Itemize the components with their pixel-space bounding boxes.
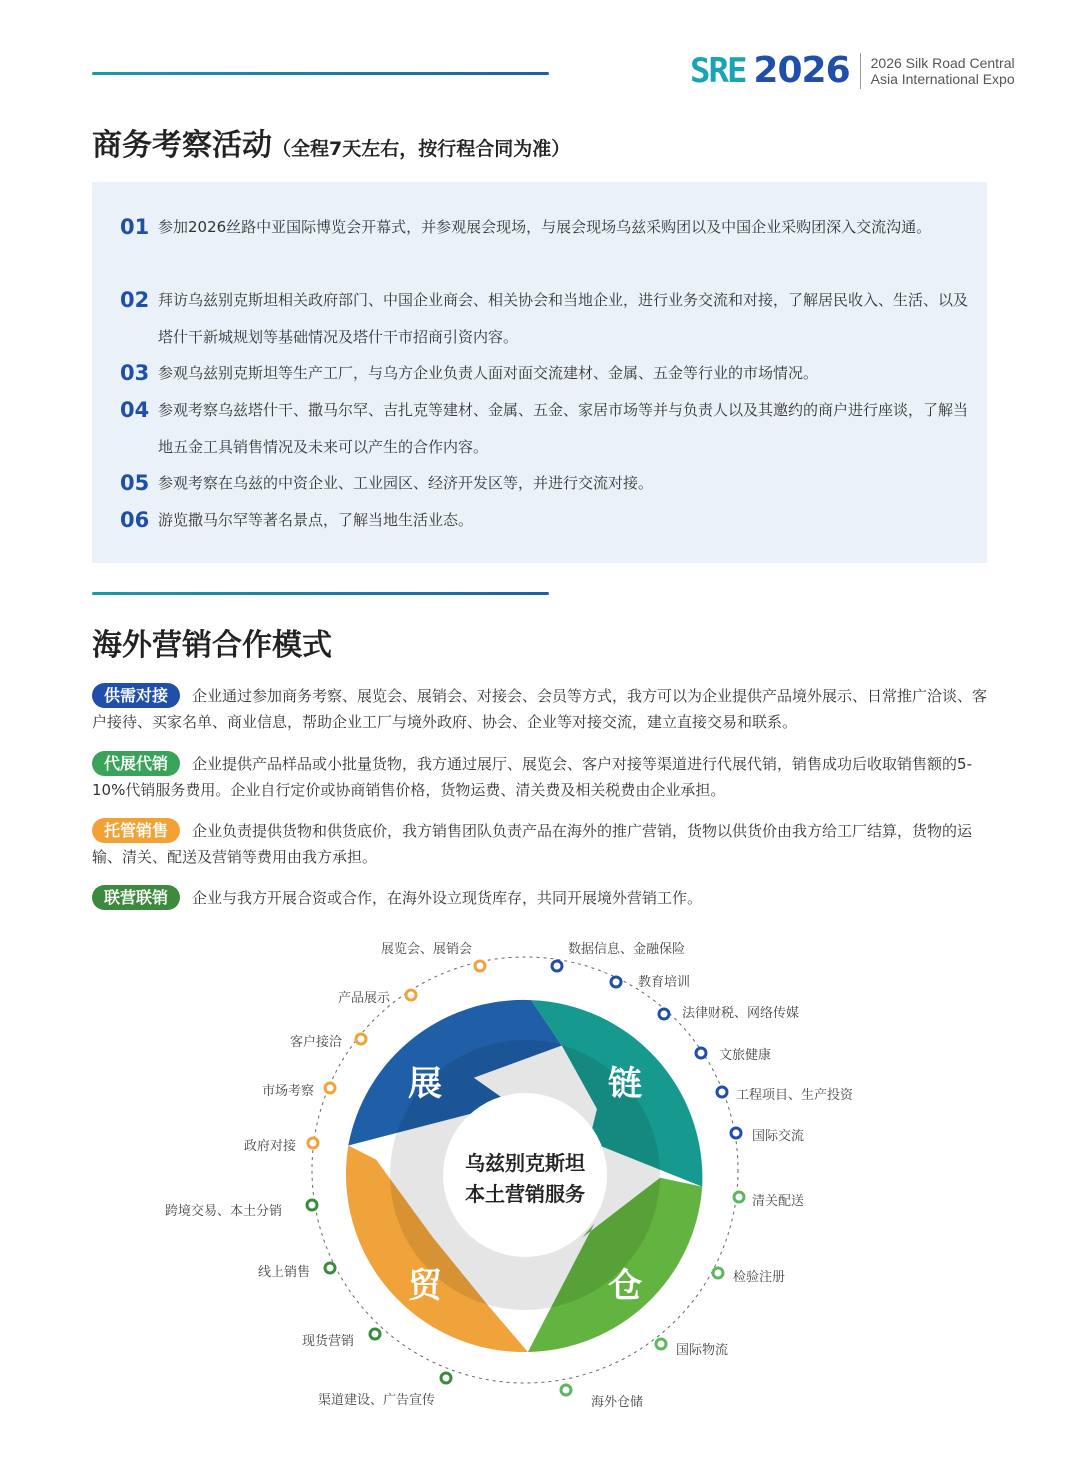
- activity-number: 04: [120, 398, 150, 422]
- marker-r03: [659, 1009, 669, 1019]
- marker-l07: [325, 1263, 335, 1273]
- label-r01: 数据信息、金融保险: [568, 942, 686, 957]
- label-r05: 工程项目、生产投资: [736, 1088, 854, 1103]
- activity-text: 拜访乌兹别克斯坦相关政府部门、中国企业商会、相关协会和当地企业，进行业务交流和对接，了解居民收入、生活、以及塔什干新城规划等基础情况及塔什干市招商引资内容。: [158, 291, 969, 346]
- label-l03: 客户接洽: [290, 1035, 343, 1050]
- marker-l05: [308, 1138, 318, 1148]
- center-line-2: 本土营销服务: [465, 1182, 585, 1206]
- section1-title-text: 商务考察活动: [92, 128, 272, 163]
- segment-label-mao: 贸: [408, 1266, 442, 1306]
- segment-label-zhan: 展: [408, 1064, 442, 1104]
- marker-l02: [406, 990, 416, 1000]
- mode-badge: 代展代销: [92, 751, 180, 776]
- activity-number: 06: [120, 508, 150, 532]
- label-l07: 线上销售: [258, 1265, 311, 1280]
- marker-r06: [731, 1128, 741, 1138]
- marker-l06: [307, 1200, 317, 1210]
- logo-sre: SRE: [690, 50, 746, 91]
- segment-label-lian: 链: [608, 1064, 642, 1104]
- mode-text: 企业通过参加商务考察、展览会、展销会、对接会、会员等方式，我方可以为企业提供产品境外展示、日常推广洽谈、客户接待、买家名单、商业信息，帮助企业工厂与境外政府、协会、企业等对接交流，建立直接交易和联系。: [92, 687, 988, 731]
- center-line-1: 乌兹别克斯坦: [465, 1151, 585, 1175]
- marker-r08: [713, 1268, 723, 1278]
- activity-number: 05: [120, 471, 150, 495]
- label-l01: 展览会、展销会: [381, 942, 473, 957]
- marker-r07: [734, 1192, 744, 1202]
- label-r07: 清关配送: [752, 1194, 805, 1209]
- marker-l04: [325, 1083, 335, 1093]
- center-disc: [443, 1093, 607, 1257]
- label-l05: 政府对接: [244, 1139, 297, 1154]
- activity-text: 参观考察乌兹塔什干、撒马尔罕、吉扎克等建材、金属、五金、家居市场等并与负责人以及其邀约的商户进行座谈，了解当地五金工具销售情况及未来可以产生的合作内容。: [158, 401, 969, 456]
- activity-number: 02: [120, 288, 150, 312]
- activity-text: 参观考察在乌兹的中资企业、工业园区、经济开发区等，并进行交流对接。: [158, 474, 654, 492]
- label-r08: 检验注册: [733, 1270, 786, 1285]
- label-l04: 市场考察: [262, 1084, 315, 1099]
- label-r09: 国际物流: [676, 1343, 729, 1358]
- marker-l08: [370, 1329, 380, 1339]
- marker-r04: [696, 1048, 706, 1058]
- mode-text: 企业与我方开展合资或合作，在海外设立现货库存，共同开展境外营销工作。: [192, 889, 703, 907]
- activity-text: 参加2026丝路中亚国际博览会开幕式，并参观展会现场，与展会现场乌兹采购团以及中国企业采购团深入交流沟通。: [158, 218, 932, 236]
- label-r02: 教育培训: [638, 975, 691, 990]
- logo-year: 2026: [753, 50, 850, 91]
- section1-note: （全程7天左右，按行程合同为准）: [272, 138, 571, 160]
- label-l08: 现货营销: [302, 1334, 355, 1349]
- marker-r02: [611, 977, 621, 987]
- label-l06: 跨境交易、本土分销: [165, 1204, 283, 1219]
- label-r04: 文旅健康: [719, 1048, 772, 1063]
- label-r10: 海外仓储: [591, 1395, 644, 1410]
- activity-text: 游览撒马尔罕等著名景点，了解当地生活业态。: [158, 511, 474, 529]
- mode-badge: 联营联销: [92, 885, 180, 910]
- mode-badge: 供需对接: [92, 683, 180, 708]
- marker-r05: [717, 1087, 727, 1097]
- section2-title: 海外营销合作模式: [92, 628, 332, 663]
- label-r06: 国际交流: [752, 1129, 805, 1144]
- segment-label-cang: 仓: [608, 1266, 642, 1306]
- marker-r01: [552, 961, 562, 971]
- activity-number: 03: [120, 361, 150, 385]
- logo-line-2: Asia International Expo: [870, 70, 1015, 87]
- marker-l03: [356, 1034, 366, 1044]
- mode-badge: 托管销售: [92, 818, 180, 843]
- label-l02: 产品展示: [338, 991, 391, 1006]
- mode-text: 企业提供产品样品或小批量货物，我方通过展厅、展览会、客户对接等渠道进行代展代销，销售成功后收取销售额的5-10%代销服务费用。企业自行定价或协商销售价格，货物运费、清关费及相关税费由企业承担。: [92, 755, 972, 799]
- activity-number: 01: [120, 215, 150, 239]
- label-l09: 渠道建设、广告宣传: [318, 1393, 436, 1408]
- mode-text: 企业负责提供货物和供货底价，我方销售团队负责产品在海外的推广营销，货物以供货价由我方给工厂结算，货物的运输、清关、配送及营销等费用由我方承担。: [92, 822, 973, 866]
- marker-r10: [561, 1385, 571, 1395]
- label-r03: 法律财税、网络传媒: [682, 1006, 800, 1021]
- logo-line-1: 2026 Silk Road Central: [870, 54, 1015, 71]
- marker-r09: [656, 1339, 666, 1349]
- marker-l01: [475, 961, 485, 971]
- activity-text: 参观乌兹别克斯坦等生产工厂，与乌方企业负责人面对面交流建材、金属、五金等行业的市场情况。: [158, 364, 819, 382]
- marker-l09: [441, 1373, 451, 1383]
